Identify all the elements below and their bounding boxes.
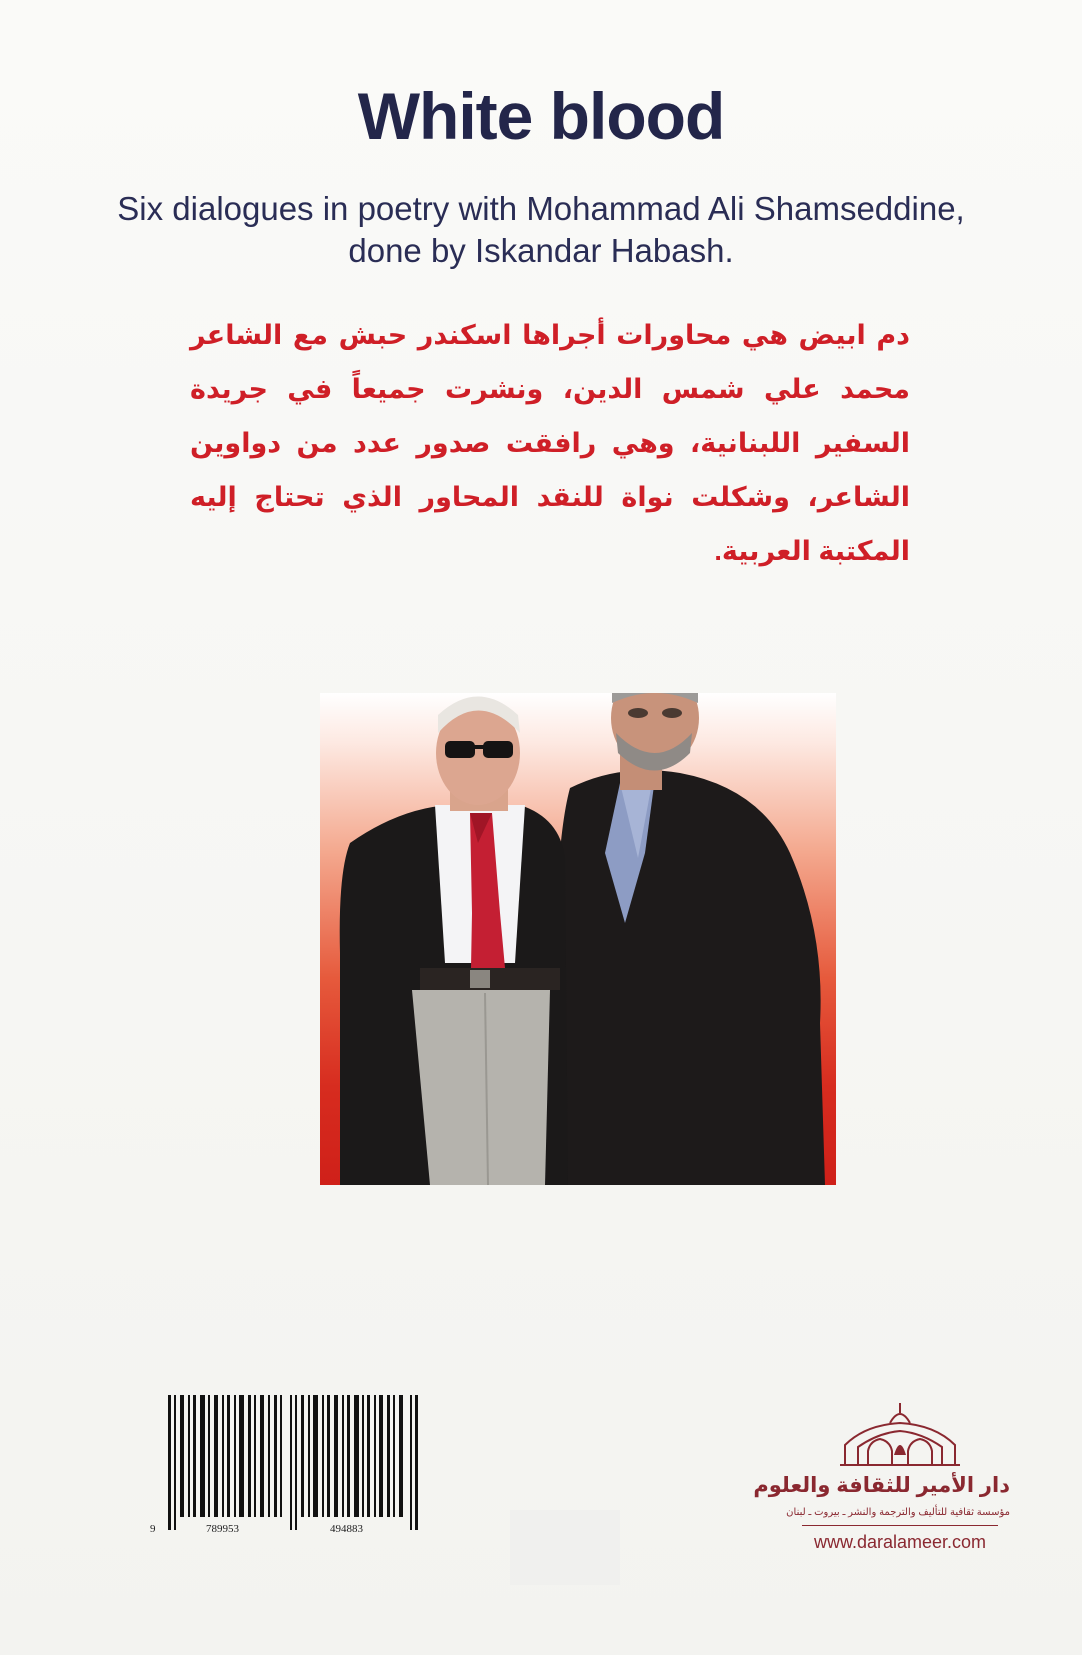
publisher-name: دار الأمير للثقافة والعلوم xyxy=(753,1474,1010,1497)
barcode-group-1: 789953 xyxy=(206,1523,239,1535)
book-title: White blood xyxy=(357,79,725,153)
subtitle-line-2: done by Iskandar Habash. xyxy=(348,232,734,269)
price-sticker-residue xyxy=(510,1510,620,1585)
publisher-block xyxy=(753,1395,1010,1570)
barcode-prefix: 9 xyxy=(150,1523,156,1535)
publisher-divider xyxy=(802,1525,998,1526)
barcode-bars xyxy=(168,1395,428,1530)
publisher-tagline: مؤسسة ثقافية للتأليف والترجمة والنشر ـ بيروت ـ لبنان xyxy=(786,1507,1010,1518)
isbn-barcode xyxy=(150,1395,445,1553)
two-men-photo-illustration xyxy=(320,693,836,1185)
author-photo xyxy=(320,693,836,1185)
publisher-url: www.daralameer.com xyxy=(813,1532,987,1552)
arabic-blurb: دم ابيض هي محاورات أجراها اسكندر حبش مع الشاعر محمد علي شمس الدين، ونشرت جميعاً في جريدة السفير اللبنانية، وهي رافقت صدور عدد من دواوين الشاعر، وشكلت نواة للنقد المحاور الذي تحتاج إليه المكتبة العربية. xyxy=(190,320,910,566)
subtitle-line-1: Six dialogues in poetry with Mohammad Ali Shamseddine, xyxy=(117,190,965,227)
book-subtitle xyxy=(60,188,1022,272)
publisher-logo-icon xyxy=(790,1395,1010,1473)
barcode-group-2: 494883 xyxy=(330,1523,363,1535)
